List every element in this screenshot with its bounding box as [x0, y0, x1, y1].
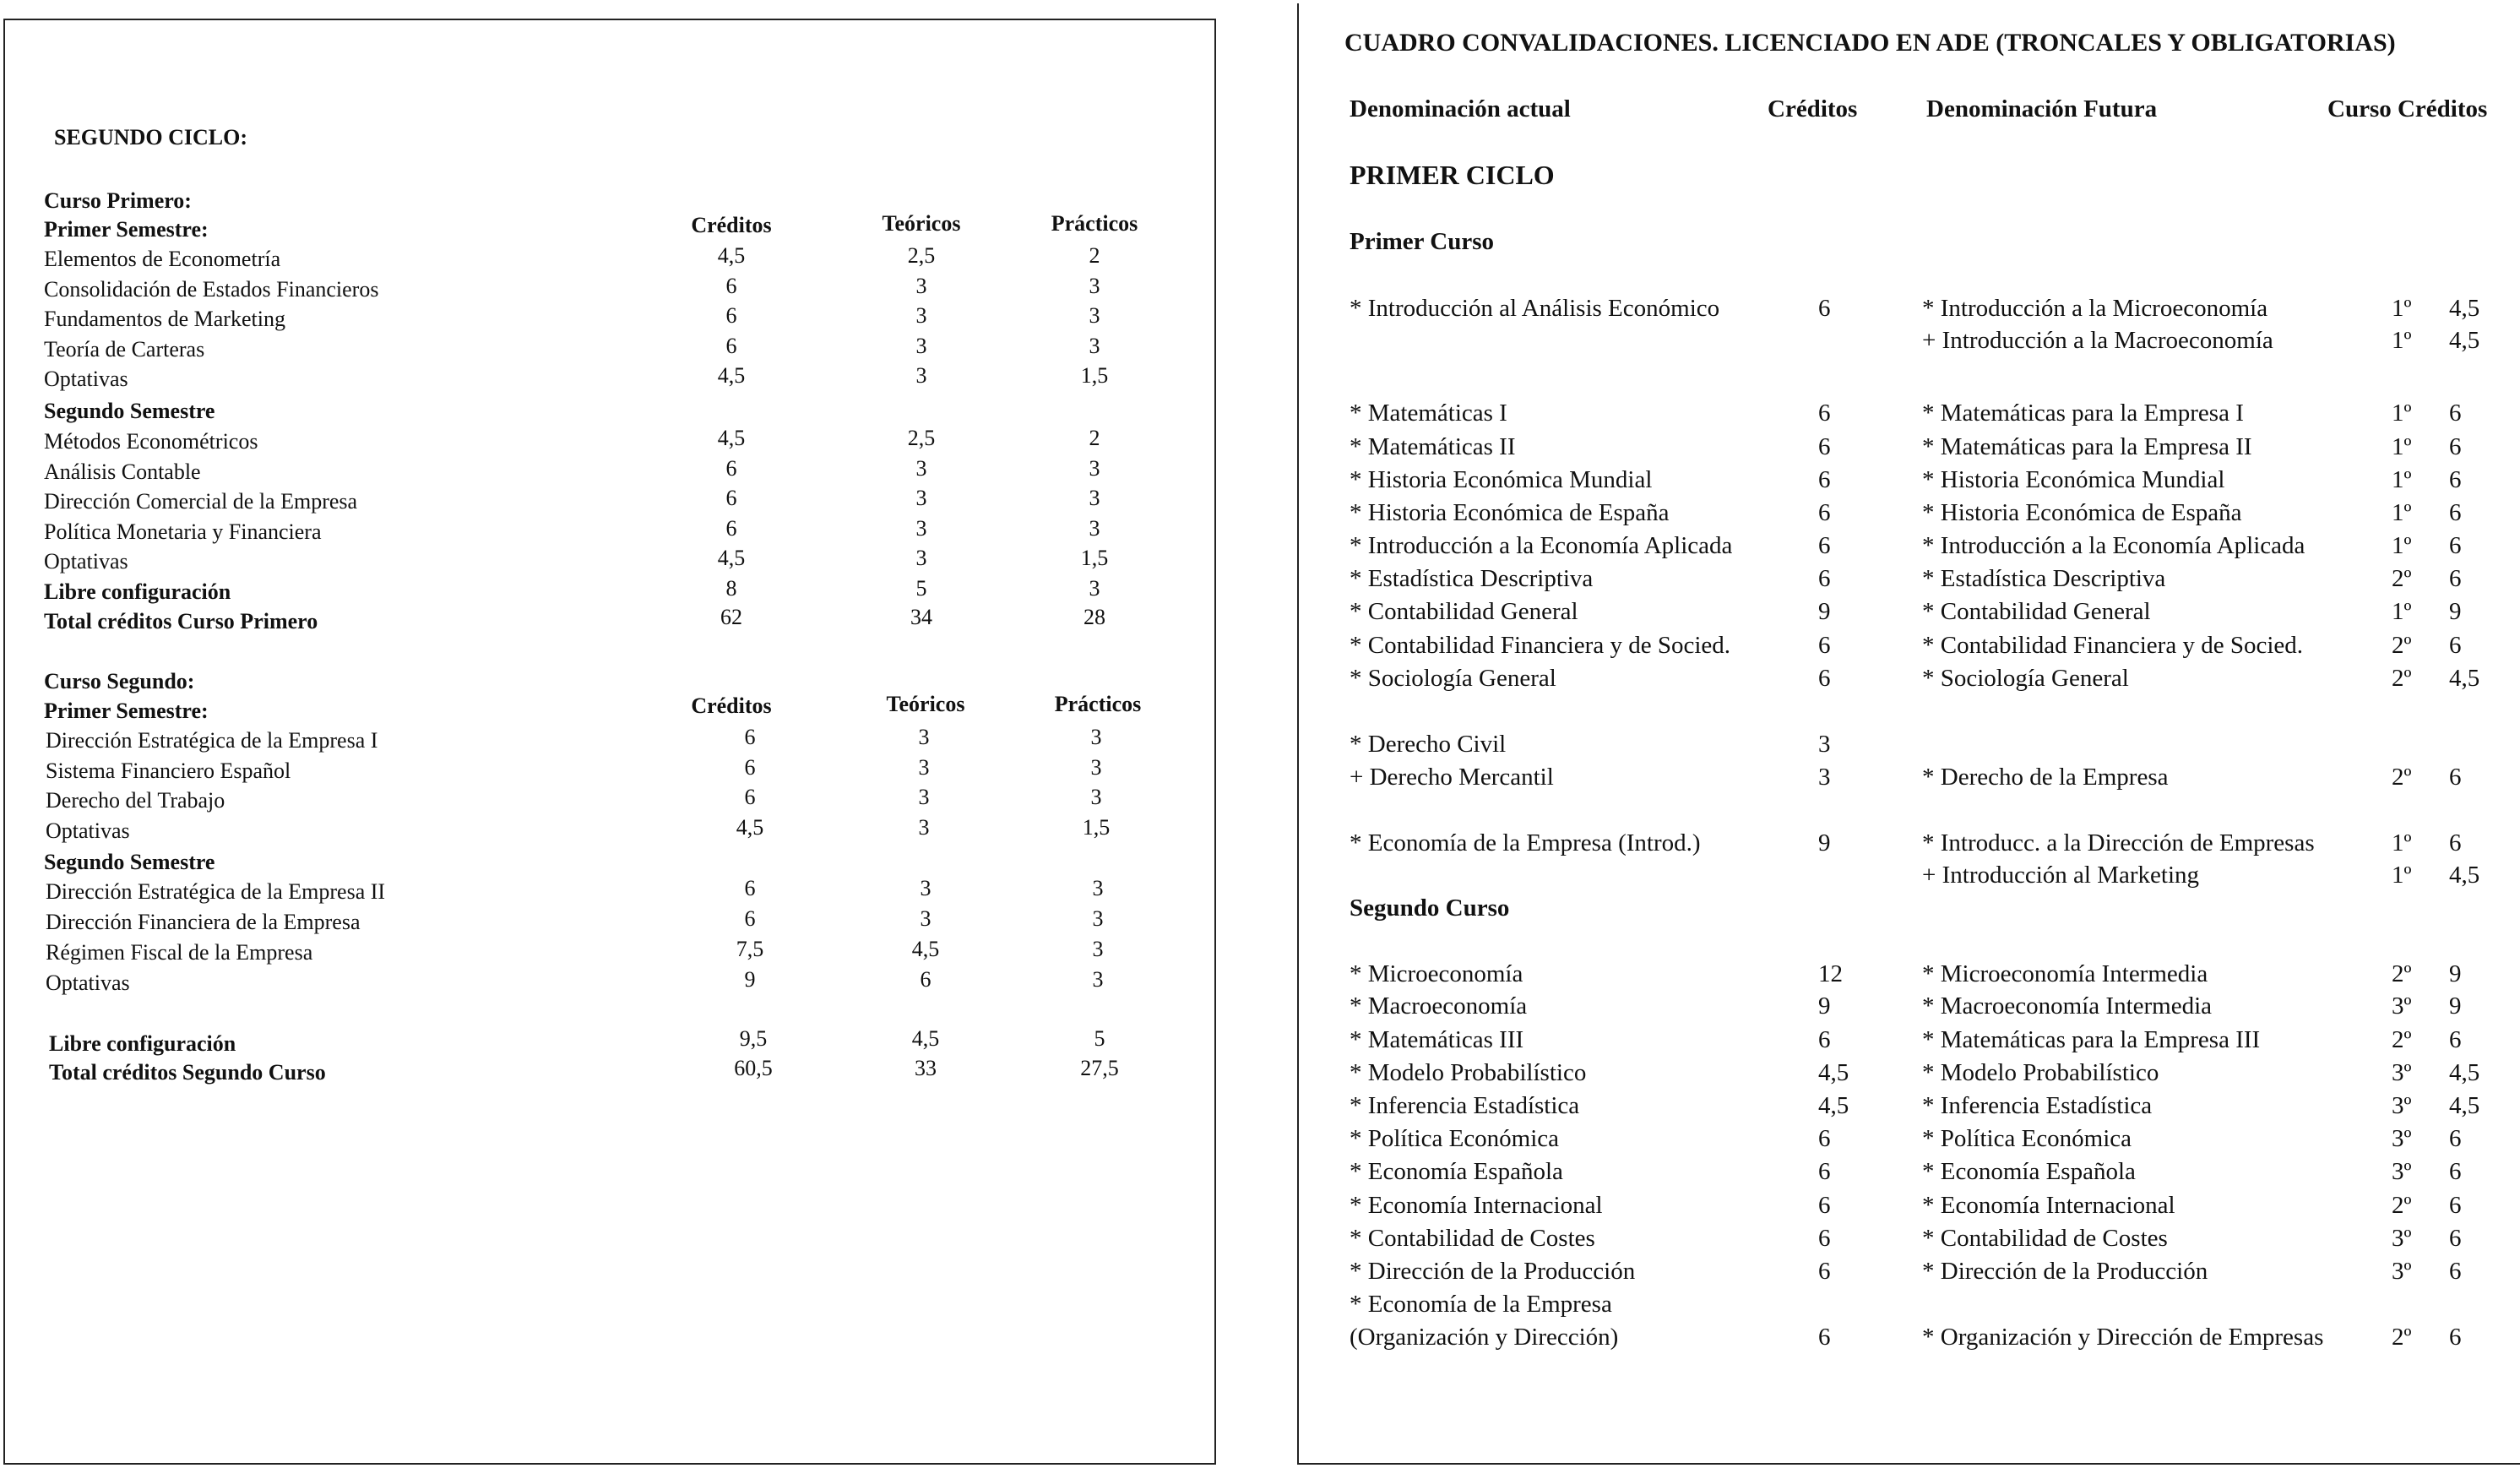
denominacion-actual: * Contabilidad General	[1350, 598, 1578, 625]
creditos-futuros: 6	[2449, 433, 2462, 460]
denominacion-actual: * Introducción al Análisis Económico	[1350, 295, 1720, 322]
denominacion-futura: * Introducc. a la Dirección de Empresas	[1922, 829, 2315, 856]
creditos-actual: 6	[1818, 1225, 1831, 1252]
curso2-libre-label: Libre configuración	[49, 1031, 236, 1056]
creditos-actual: 9	[1818, 598, 1831, 625]
curso-value: 1º	[2392, 499, 2412, 526]
practicos-value: 1,5	[1080, 363, 1109, 388]
creditos-value: 6	[744, 754, 756, 780]
curso1-total-label: Total créditos Curso Primero	[44, 609, 318, 633]
teoricos-value: 3	[915, 546, 927, 570]
course-name: Dirección Comercial de la Empresa	[44, 489, 358, 514]
denominacion-futura: * Sociología General	[1922, 665, 2129, 692]
creditos-actual: 6	[1818, 532, 1831, 559]
course-name: Fundamentos de Marketing	[44, 307, 285, 331]
cuadro-title: CUADRO CONVALIDACIONES. LICENCIADO EN ADE (TRONCALES Y OBLIGATORIAS)	[1344, 29, 2396, 57]
creditos-futuros: 6	[2449, 532, 2462, 559]
course-name: Dirección Financiera de la Empresa	[46, 910, 361, 934]
curso-value: 2º	[2392, 960, 2412, 987]
denominacion-futura: * Economía Española	[1922, 1158, 2136, 1185]
col-creditos-header: Créditos	[691, 213, 772, 237]
denominacion-actual: + Derecho Mercantil	[1350, 764, 1554, 791]
creditos-futuros: 6	[2449, 400, 2462, 427]
curso-value: 2º	[2392, 565, 2412, 592]
teoricos-value: 3	[915, 363, 927, 388]
denominacion-actual: * Dirección de la Producción	[1350, 1258, 1636, 1285]
practicos-value: 3	[1089, 486, 1100, 510]
creditos-actual: 6	[1818, 632, 1831, 659]
creditos-futuros: 6	[2449, 1026, 2462, 1053]
creditos-actual: 6	[1818, 1324, 1831, 1351]
denominacion-futura: * Organización y Dirección de Empresas	[1922, 1324, 2324, 1351]
denominacion-futura: * Contabilidad General	[1922, 598, 2151, 625]
curso1-libre-c: 8	[725, 576, 737, 601]
denominacion-actual: * Modelo Probabilístico	[1350, 1059, 1587, 1086]
denominacion-actual: * Inferencia Estadística	[1350, 1092, 1580, 1119]
curso-value: 3º	[2392, 992, 2412, 1020]
creditos-value: 4,5	[717, 363, 746, 388]
creditos-futuros: 6	[2449, 565, 2462, 592]
curso1-sem2-label: Segundo Semestre	[44, 399, 215, 423]
creditos-actual: 6	[1818, 499, 1831, 526]
course-name: Optativas	[44, 549, 128, 574]
curso1-total-c: 62	[720, 605, 742, 629]
segundo-curso-heading: Segundo Curso	[1350, 894, 1510, 922]
curso-value: 3º	[2392, 1258, 2412, 1285]
curso-segundo-title: Curso Segundo:	[44, 669, 195, 693]
creditos-actual: 6	[1818, 295, 1831, 322]
curso2-total-label: Total créditos Segundo Curso	[49, 1060, 326, 1085]
curso-value: 3º	[2392, 1059, 2412, 1086]
curso-value: 2º	[2392, 1192, 2412, 1219]
creditos-value: 4,5	[717, 546, 746, 570]
course-name: Elementos de Econometría	[44, 247, 281, 271]
denominacion-actual: * Historia Económica de España	[1350, 499, 1670, 526]
col-futura-header: Denominación Futura	[1926, 95, 2158, 122]
denominacion-actual: * Economía Española	[1350, 1158, 1563, 1185]
denominacion-futura: * Historia Económica de España	[1922, 499, 2242, 526]
creditos-value: 6	[744, 785, 756, 809]
creditos-actual: 6	[1818, 466, 1831, 493]
teoricos-value: 3	[920, 876, 931, 900]
denominacion-actual: * Derecho Civil	[1350, 731, 1507, 758]
curso2-total-t: 33	[915, 1056, 937, 1080]
creditos-futuros: 9	[2449, 960, 2462, 987]
curso-value: 1º	[2392, 295, 2412, 322]
col-creditos-header-r: Créditos	[1768, 95, 1858, 122]
col-curso-creditos-header: Curso Créditos	[2327, 95, 2488, 122]
curso-value: 1º	[2392, 829, 2412, 856]
creditos-futuros: 4,5	[2449, 1092, 2480, 1119]
curso2-sem1-label: Primer Semestre:	[44, 699, 209, 723]
curso-value: 1º	[2392, 327, 2412, 354]
practicos-value: 2	[1089, 426, 1100, 450]
creditos-value: 4,5	[736, 814, 764, 840]
curso-primero-title: Curso Primero:	[44, 188, 192, 213]
creditos-actual: 6	[1818, 1192, 1831, 1219]
creditos-value: 6	[744, 876, 756, 900]
curso2-total-c: 60,5	[734, 1056, 773, 1080]
curso1-libre-p: 3	[1089, 576, 1100, 601]
creditos-futuros: 4,5	[2449, 1059, 2480, 1086]
course-name: Régimen Fiscal de la Empresa	[46, 940, 313, 965]
col-practicos-header: Prácticos	[1051, 211, 1138, 236]
creditos-value: 7,5	[736, 937, 764, 961]
creditos-actual: 4,5	[1818, 1059, 1849, 1086]
denominacion-actual: * Economía de la Empresa	[1350, 1291, 1612, 1318]
creditos-value: 6	[744, 725, 756, 749]
denominacion-futura: * Introducción a la Economía Aplicada	[1922, 532, 2305, 559]
creditos-value: 6	[725, 333, 737, 358]
creditos-value: 9	[744, 967, 756, 992]
teoricos-value: 3	[918, 814, 930, 840]
creditos-futuros: 6	[2449, 1125, 2462, 1152]
denominacion-actual: * Contabilidad de Costes	[1350, 1225, 1595, 1252]
creditos-value: 6	[725, 303, 737, 328]
course-name: Consolidación de Estados Financieros	[44, 276, 379, 302]
creditos-futuros: 6	[2449, 1225, 2462, 1252]
practicos-value: 3	[1090, 754, 1102, 780]
curso2-sem2-label: Segundo Semestre	[44, 850, 215, 874]
denominacion-futura: * Economía Internacional	[1922, 1192, 2175, 1219]
course-name: Derecho del Trabajo	[46, 788, 225, 813]
denominacion-actual: * Matemáticas II	[1350, 433, 1516, 460]
segundo-ciclo-heading: SEGUNDO CICLO:	[54, 125, 247, 150]
creditos-futuros: 4,5	[2449, 862, 2480, 889]
practicos-value: 3	[1092, 967, 1104, 992]
curso-value: 1º	[2392, 466, 2412, 493]
right-page	[1297, 3, 2520, 1465]
creditos-futuros: 4,5	[2449, 665, 2480, 692]
col-teoricos-header: Teóricos	[882, 211, 961, 236]
teoricos-value: 3	[915, 515, 927, 541]
practicos-value: 3	[1092, 906, 1104, 931]
denominacion-actual: * Economía de la Empresa (Introd.)	[1350, 829, 1701, 856]
denominacion-futura: * Inferencia Estadística	[1922, 1092, 2153, 1119]
teoricos-value: 6	[920, 967, 931, 992]
teoricos-value: 4,5	[911, 937, 940, 961]
creditos-futuros: 6	[2449, 764, 2462, 791]
practicos-value: 3	[1089, 273, 1100, 298]
denominacion-actual: * Microeconomía	[1350, 960, 1523, 987]
teoricos-value: 3	[918, 785, 930, 809]
course-name: Análisis Contable	[44, 459, 201, 484]
col-creditos-header-2: Créditos	[691, 693, 772, 718]
creditos-actual: 6	[1818, 565, 1831, 592]
denominacion-futura: * Contabilidad de Costes	[1922, 1225, 2168, 1252]
creditos-actual: 3	[1818, 731, 1831, 758]
denominacion-futura: * Macroeconomía Intermedia	[1922, 992, 2213, 1020]
curso-value: 1º	[2392, 532, 2412, 559]
denominacion-futura: * Matemáticas para la Empresa II	[1922, 433, 2252, 460]
creditos-futuros: 4,5	[2449, 295, 2480, 322]
course-name: Dirección Estratégica de la Empresa II	[46, 879, 386, 904]
creditos-actual: 6	[1818, 1125, 1831, 1152]
course-name: Teoría de Carteras	[44, 336, 205, 362]
curso-value: 2º	[2392, 1324, 2412, 1351]
curso2-libre-c: 9,5	[739, 1026, 768, 1051]
curso-value: 1º	[2392, 598, 2412, 625]
denominacion-actual: * Contabilidad Financiera y de Socied.	[1350, 632, 1731, 659]
creditos-actual: 6	[1818, 1026, 1831, 1053]
creditos-value: 6	[725, 515, 737, 541]
creditos-futuros: 6	[2449, 632, 2462, 659]
denominacion-futura: + Introducción a la Macroeconomía	[1922, 327, 2273, 354]
teoricos-value: 3	[915, 333, 927, 358]
denominacion-actual: * Historia Económica Mundial	[1350, 466, 1653, 493]
teoricos-value: 3	[920, 906, 931, 931]
curso1-total-t: 34	[910, 605, 932, 629]
teoricos-value: 3	[915, 303, 927, 328]
practicos-value: 3	[1089, 333, 1100, 358]
creditos-actual: 12	[1818, 960, 1843, 987]
practicos-value: 3	[1092, 876, 1104, 900]
curso-value: 3º	[2392, 1158, 2412, 1185]
col-practicos-header-2: Prácticos	[1054, 692, 1142, 716]
denominacion-actual: (Organización y Dirección)	[1350, 1324, 1619, 1351]
denominacion-futura: * Estadística Descriptiva	[1922, 565, 2166, 592]
denominacion-futura: * Política Económica	[1922, 1125, 2132, 1152]
col-actual-header: Denominación actual	[1350, 95, 1571, 122]
denominacion-actual: * Sociología General	[1350, 665, 1556, 692]
practicos-value: 3	[1089, 303, 1100, 328]
curso2-libre-t: 4,5	[911, 1026, 940, 1051]
primer-ciclo-heading: PRIMER CICLO	[1350, 160, 1555, 190]
creditos-actual: 6	[1818, 400, 1831, 427]
left-page	[3, 19, 1216, 1465]
denominacion-futura: + Introducción al Marketing	[1922, 862, 2200, 889]
course-name: Sistema Financiero Español	[46, 758, 291, 783]
practicos-value: 2	[1089, 243, 1100, 268]
denominacion-actual: * Estadística Descriptiva	[1350, 565, 1594, 592]
creditos-value: 6	[725, 455, 737, 481]
primer-curso-heading: Primer Curso	[1350, 228, 1494, 255]
curso1-libre-t: 5	[915, 576, 927, 601]
practicos-value: 3	[1090, 725, 1102, 749]
creditos-actual: 9	[1818, 992, 1831, 1020]
creditos-actual: 6	[1818, 1258, 1831, 1285]
creditos-futuros: 6	[2449, 1324, 2462, 1351]
teoricos-value: 2,5	[907, 426, 936, 450]
col-teoricos-header-2: Teóricos	[886, 692, 965, 716]
practicos-value: 1,5	[1082, 814, 1111, 840]
creditos-value: 6	[725, 273, 737, 298]
practicos-value: 3	[1089, 515, 1100, 541]
creditos-futuros: 6	[2449, 1192, 2462, 1219]
creditos-actual: 9	[1818, 829, 1831, 856]
practicos-value: 3	[1092, 937, 1104, 961]
practicos-value: 3	[1089, 455, 1100, 481]
creditos-futuros: 6	[2449, 1158, 2462, 1185]
course-name: Optativas	[46, 818, 130, 843]
creditos-value: 4,5	[717, 426, 746, 450]
creditos-actual: 6	[1818, 433, 1831, 460]
practicos-value: 1,5	[1080, 546, 1109, 570]
creditos-value: 4,5	[717, 243, 746, 268]
course-name: Dirección Estratégica de la Empresa I	[46, 728, 378, 753]
creditos-value: 6	[725, 486, 737, 510]
practicos-value: 3	[1090, 785, 1102, 809]
curso-value: 2º	[2392, 1026, 2412, 1053]
creditos-actual: 3	[1818, 764, 1831, 791]
creditos-futuros: 6	[2449, 466, 2462, 493]
teoricos-value: 3	[915, 455, 927, 481]
curso-value: 2º	[2392, 665, 2412, 692]
denominacion-futura: * Modelo Probabilístico	[1922, 1059, 2159, 1086]
denominacion-actual: * Economía Internacional	[1350, 1192, 1603, 1219]
creditos-futuros: 6	[2449, 829, 2462, 856]
curso-value: 1º	[2392, 400, 2412, 427]
curso-value: 1º	[2392, 862, 2412, 889]
course-name: Optativas	[44, 367, 128, 391]
course-name: Optativas	[46, 971, 130, 995]
course-name: Política Monetaria y Financiera	[44, 519, 322, 544]
teoricos-value: 3	[918, 754, 930, 780]
curso-value: 3º	[2392, 1225, 2412, 1252]
creditos-actual: 6	[1818, 1158, 1831, 1185]
creditos-actual: 6	[1818, 665, 1831, 692]
denominacion-futura: * Contabilidad Financiera y de Socied.	[1922, 632, 2304, 659]
curso1-total-p: 28	[1083, 605, 1105, 629]
curso2-total-p: 27,5	[1080, 1056, 1119, 1080]
creditos-futuros: 4,5	[2449, 327, 2480, 354]
page-border-left	[1297, 3, 1299, 1465]
denominacion-futura: * Matemáticas para la Empresa III	[1922, 1026, 2261, 1053]
teoricos-value: 3	[915, 486, 927, 510]
page-border-bottom	[1297, 1463, 2520, 1465]
teoricos-value: 3	[915, 273, 927, 298]
curso-value: 2º	[2392, 764, 2412, 791]
creditos-actual: 4,5	[1818, 1092, 1849, 1119]
creditos-futuros: 6	[2449, 1258, 2462, 1285]
curso1-sem1-label: Primer Semestre:	[44, 217, 209, 242]
curso-value: 3º	[2392, 1125, 2412, 1152]
creditos-futuros: 9	[2449, 992, 2462, 1020]
denominacion-actual: * Introducción a la Economía Aplicada	[1350, 532, 1733, 559]
denominacion-actual: * Macroeconomía	[1350, 992, 1528, 1020]
curso-value: 3º	[2392, 1092, 2412, 1119]
creditos-futuros: 6	[2449, 499, 2462, 526]
denominacion-actual: * Matemáticas I	[1350, 400, 1507, 427]
teoricos-value: 2,5	[907, 243, 936, 268]
denominacion-actual: * Política Económica	[1350, 1125, 1560, 1152]
denominacion-futura: * Introducción a la Microeconomía	[1922, 295, 2268, 322]
course-name: Métodos Econométricos	[44, 429, 258, 454]
denominacion-futura: * Microeconomía Intermedia	[1922, 960, 2208, 987]
creditos-futuros: 9	[2449, 598, 2462, 625]
denominacion-futura: * Matemáticas para la Empresa I	[1922, 400, 2244, 427]
curso-value: 2º	[2392, 632, 2412, 659]
denominacion-actual: * Matemáticas III	[1350, 1026, 1524, 1053]
curso1-libre-label: Libre configuración	[44, 579, 231, 604]
teoricos-value: 3	[918, 725, 930, 749]
denominacion-futura: * Derecho de la Empresa	[1922, 764, 2169, 791]
denominacion-futura: * Historia Económica Mundial	[1922, 466, 2225, 493]
denominacion-futura: * Dirección de la Producción	[1922, 1258, 2208, 1285]
creditos-value: 6	[744, 906, 756, 931]
curso-value: 1º	[2392, 433, 2412, 460]
curso2-libre-p: 5	[1094, 1026, 1105, 1051]
